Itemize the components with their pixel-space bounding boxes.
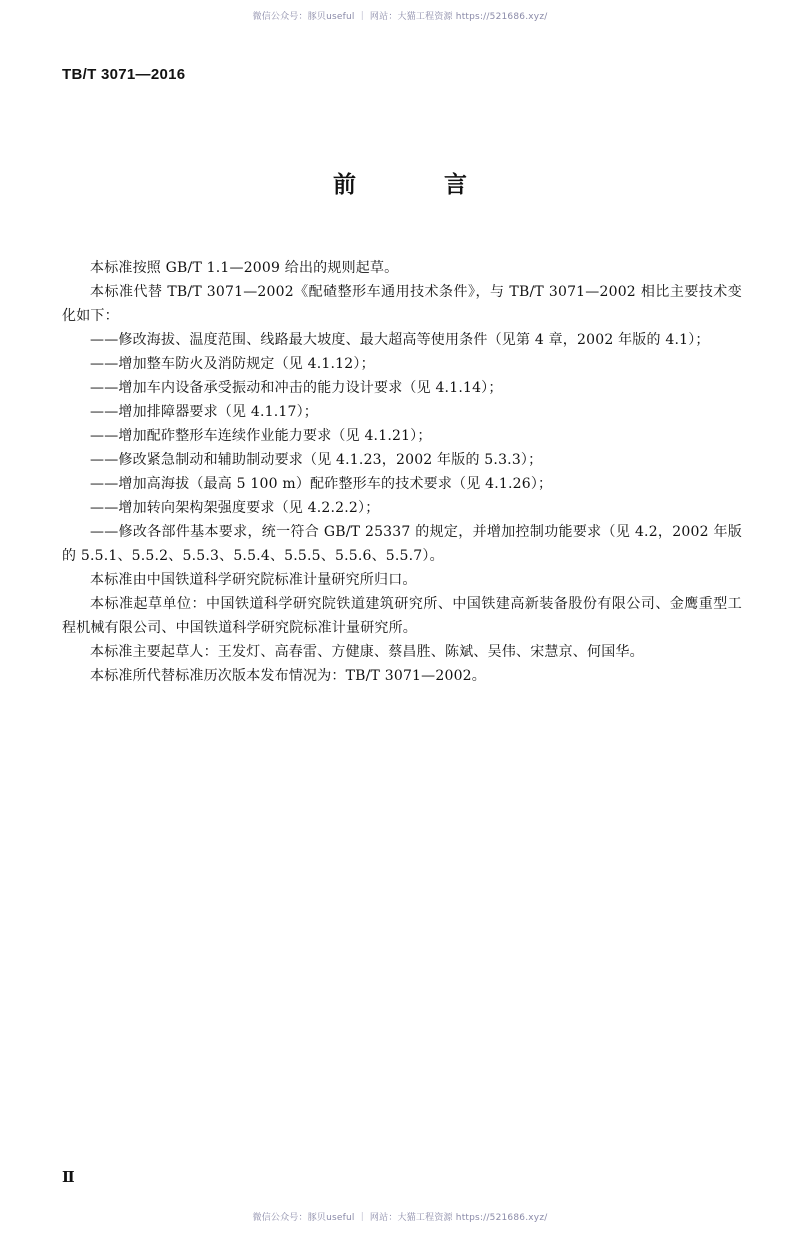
paragraph-responsible-unit: 本标准由中国铁道科学研究院标准计量研究所归口。 (90, 572, 417, 588)
watermark-bottom: 微信公众号：豚贝useful ｜ 网站：大猫工程资源 https://521686.xyz/ (252, 1213, 548, 1223)
standard-number: TB/T 3071—2016 (62, 66, 186, 83)
change-item: ——修改各部件基本要求，统一符合 GB/T 25337 的规定，并增加控制功能要求（见 4.2，2002 年版的 5.5.1、5.5.2、5.5.3、5.5.4、5.5.5、5.5.6、5.5.7）。 (62, 524, 742, 564)
watermark-top: 微信公众号：豚贝useful ｜ 网站：大猫工程资源 https://521686.xyz/ (252, 12, 548, 22)
change-item: ——修改紧急制动和辅助制动要求（见 4.1.23，2002 年版的 5.3.3）； (90, 452, 543, 468)
change-item: ——增加配砟整形车连续作业能力要求（见 4.1.21）； (90, 428, 432, 444)
change-item: ——增加高海拔（最高 5 100 m）配砟整形车的技术要求（见 4.1.26）； (90, 476, 553, 492)
paragraph-drafting-units: 本标准起草单位：中国铁道科学研究院铁道建筑研究所、中国铁建高新装备股份有限公司、金鹰重型工程机械有限公司、中国铁道科学研究院标准计量研究所。 (62, 596, 742, 636)
paragraph-drafting-rules: 本标准按照 GB/T 1.1—2009 给出的规则起草。 (90, 260, 399, 276)
change-item: ——修改海拔、温度范围、线路最大坡度、最大超高等使用条件（见第 4 章，2002 年版的 4.1）； (90, 332, 710, 348)
paragraph-drafters: 本标准主要起草人：王发灯、高春雷、方健康、蔡昌胜、陈斌、吴伟、宋慧京、何国华。 (90, 644, 644, 660)
foreword-body (62, 256, 742, 688)
page-title: 前 言 (332, 172, 507, 198)
change-item: ——增加车内设备承受振动和冲击的能力设计要求（见 4.1.14）； (90, 380, 503, 396)
paragraph-replacement: 本标准代替 TB/T 3071—2002《配碴整形车通用技术条件》，与 TB/T 3071—2002 相比主要技术变化如下： (62, 284, 742, 324)
change-item: ——增加排障器要求（见 4.1.17）； (90, 404, 318, 420)
change-item: ——增加整车防火及消防规定（见 4.1.12）； (90, 356, 375, 372)
paragraph-history: 本标准所代替标准历次版本发布情况为：TB/T 3071—2002。 (90, 668, 486, 684)
page-number: Ⅱ (62, 1168, 75, 1186)
change-item: ——增加转向架构架强度要求（见 4.2.2.2）； (90, 500, 380, 516)
